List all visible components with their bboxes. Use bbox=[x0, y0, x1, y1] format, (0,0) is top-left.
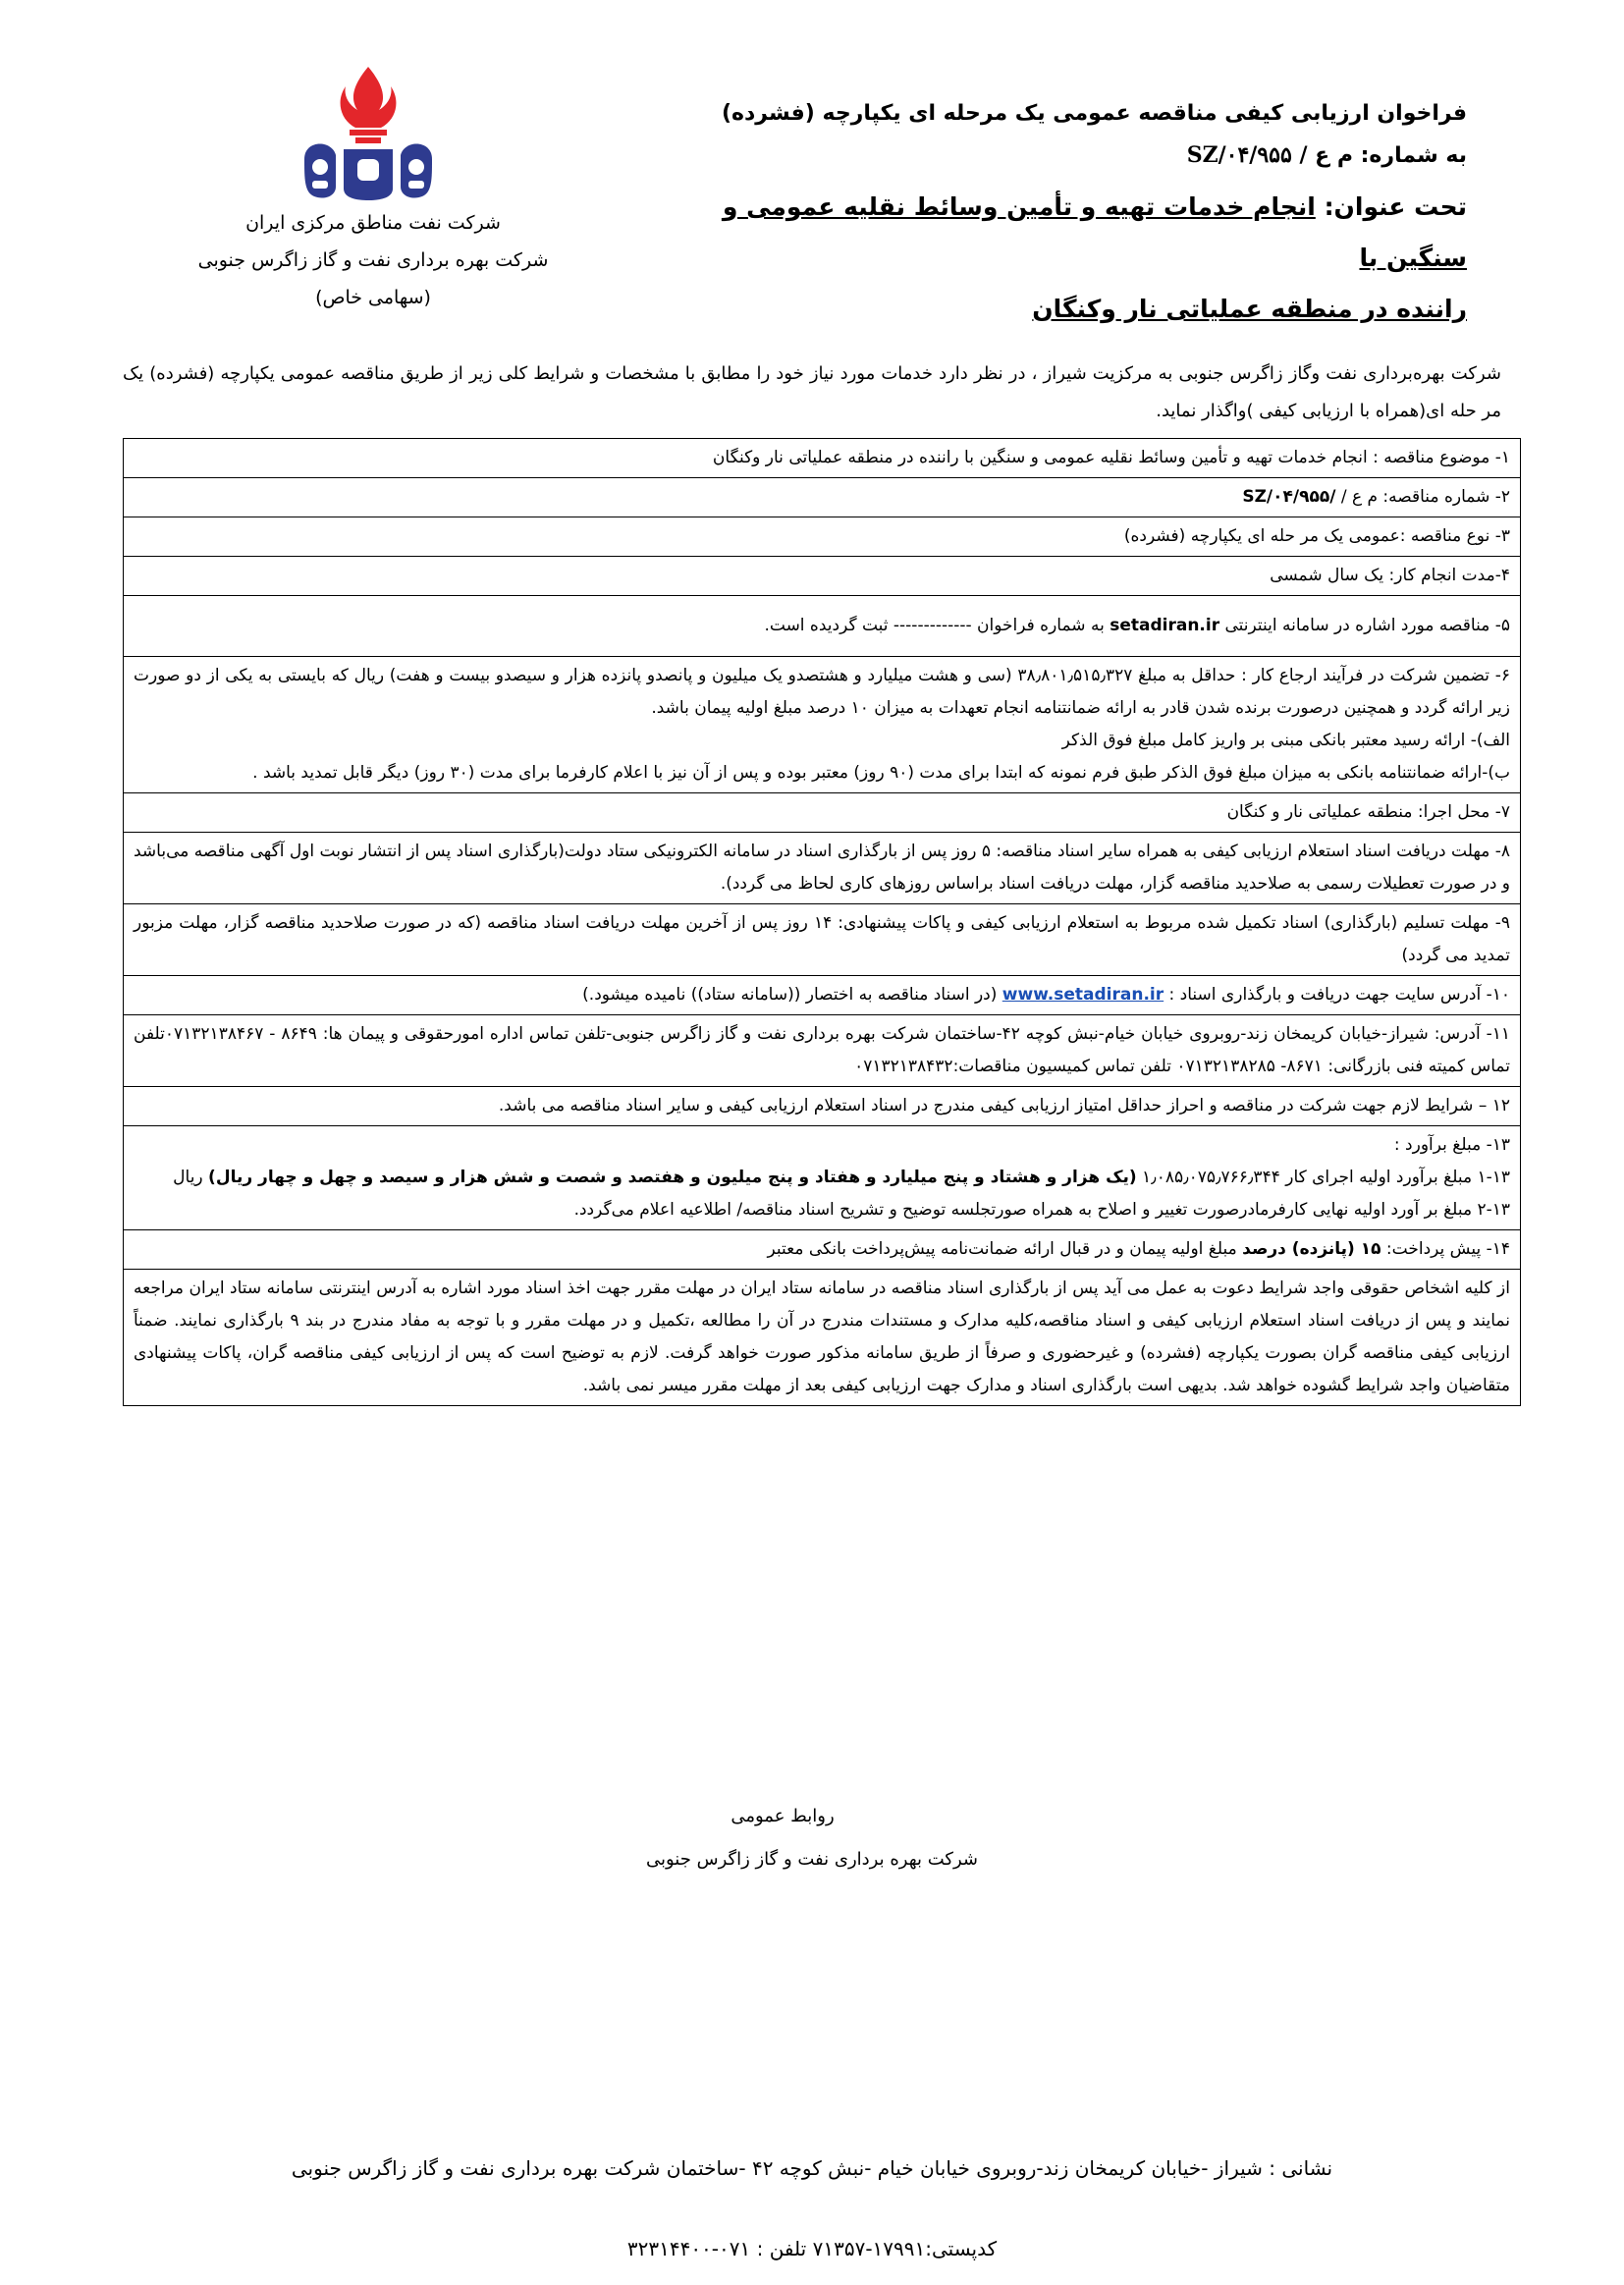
term-text: ۵- مناقصه مورد اشاره در سامانه اینترنتی bbox=[1224, 616, 1510, 635]
flame-refinery-logo-icon bbox=[285, 61, 452, 208]
term-text: ۱-۱۳ مبلغ برآورد اولیه اجرای کار ۱٫۰۸۵٫۰۷۵٫۷۶۶٫۳۴۴ bbox=[1142, 1168, 1510, 1187]
term-text: ۱۰- آدرس سایت جهت دریافت و بارگذاری اسناد : bbox=[1168, 985, 1510, 1005]
term-text: ۸- مهلت دریافت اسناد استعلام ارزیابی کیفی به همراه سایر اسناد مناقصه: ۵ روز پس از بارگذاری اسناد در سامانه الکترونیکی ستاد دولت(بارگذاری اسناد پس از انتشار نوبت اول آگهی مناقصه می‌باشد و در صورت تعطیلات رسمی به صلاحدید مناقصه گزار، مهلت دریافت اسناد براساس روزهای کاری لحاظ می گردد). bbox=[134, 842, 1511, 894]
company-line-2: شرکت بهره برداری نفت و گاز زاگرس جنوبی bbox=[197, 249, 549, 271]
tender-subject bbox=[662, 182, 1467, 335]
term-row-7 bbox=[124, 793, 1520, 833]
term-row-5 bbox=[124, 596, 1520, 657]
term-row-14 bbox=[124, 1230, 1520, 1270]
term-row-9 bbox=[124, 904, 1520, 976]
tender-number bbox=[662, 137, 1467, 174]
setadiran-link[interactable]: www.setadiran.ir bbox=[1001, 985, 1164, 1005]
term-13-1 bbox=[134, 1162, 1510, 1194]
term-row-3 bbox=[124, 517, 1520, 557]
term-row-13 bbox=[124, 1126, 1520, 1230]
signature-line-2: شرکت بهره برداری نفت و گاز زاگرس جنوبی bbox=[646, 1849, 978, 1870]
terms-table bbox=[123, 438, 1521, 1406]
company-block bbox=[157, 204, 589, 316]
term-row-8 bbox=[124, 833, 1520, 904]
tender-number-value: SZ/۰۴/۹۵۵ bbox=[1186, 142, 1292, 168]
term-text: از کلیه اشخاص حقوقی واجد شرایط دعوت به عمل می آید پس از بارگذاری اسناد مناقصه در سامانه ستاد ایران در مهلت مقرر جهت اخذ اسناد مورد اشاره به آدرس اینترنتی سامانه ستاد ایران مراجعه نمایند و پس از دریافت اسناد استعلام ارزیابی کیفی و اسناد مناقصه،کلیه مدارک و مستندات مندرج در آن را مطالعه ،تکمیل و در مهلت مقرر و با توجه به مفاد مندرج در بند ۹ بارگذاری نمایند. ضمناً ارزیابی کیفی مناقصه گران بصورت یکپارچه (فشرده) و غیرحضوری و صرفاً از طریق سامانه مذکور صورت خواهد گرفت. لازم به توضیح است که پس از ارزیابی کیفی مناقصه گران، پاکات پیشنهادی متقاضیان واجد شرایط گشوده خواهد شد. بدیهی است بارگذاری اسناد و مدارک جهت ارزیابی کیفی بعد از مهلت مقرر میسر نمی باشد. bbox=[134, 1279, 1510, 1395]
term-text: ریال bbox=[173, 1168, 203, 1187]
term-text: ۷- محل اجرا: منطقه عملیاتی نار و کنگان bbox=[1226, 802, 1510, 822]
term-text: ۱- موضوع مناقصه : انجام خدمات تهیه و تأمین وسائط نقلیه عمومی و سنگین با راننده در منطقه عملیاتی نار وکنگان bbox=[712, 448, 1510, 467]
term-text: ۱۱- آدرس: شیراز-خیابان کریمخان زند-روبروی خیابان خیام-نبش کوچه ۴۲-ساختمان شرکت بهره برداری نفت و گاز زاگرس جنوبی-تلفن تماس اداره امورحقوقی و پیمان ها: ۸۶۴۹ - ۰۷۱۳۲۱۳۸۴۶۷تلفن تماس کمیته فنی بازرگانی: ۸۶۷۱- ۰۷۱۳۲۱۳۸۲۸۵ تلفن تماس کمیسیون مناقصات:۰۷۱۳۲۱۳۸۴۳۲ bbox=[134, 1024, 1510, 1076]
term-text-bold: ۱۵ (پانزده) درصد bbox=[1242, 1239, 1381, 1259]
term-row-6 bbox=[124, 657, 1520, 793]
tender-number-label: به شماره: م ع / bbox=[1299, 143, 1467, 168]
term-value: SZ/۰۴/۹۵۵/ bbox=[1242, 487, 1336, 507]
term-text: ۱۴- پیش پرداخت: bbox=[1385, 1239, 1510, 1259]
term-text: ۹- مهلت تسلیم (بارگذاری) اسناد تکمیل شده مربوط به استعلام ارزیابی کیفی و پاکات پیشنهادی: ۱۴ روز پس از آخرین مهلت دریافت اسناد مناقصه (که در صورت صلاحدید مناقصه گزار، مهلت مزبور تمدید می گردد) bbox=[134, 913, 1510, 965]
term-row-10 bbox=[124, 976, 1520, 1015]
term-row-11 bbox=[124, 1015, 1520, 1087]
subject-line-1: انجام خدمات تهیه و تأمین وسائط نقلیه عمومی و سنگین با bbox=[722, 192, 1467, 272]
term-row-4 bbox=[124, 557, 1520, 596]
setadiran-site-text: setadiran.ir bbox=[1110, 616, 1220, 635]
subject-label: تحت عنوان: bbox=[1324, 192, 1467, 221]
term-text: به شماره فراخوان ------------- ثبت گردیده است. bbox=[764, 616, 1105, 635]
term-text: ۶- تضمین شرکت در فرآیند ارجاع کار : حداقل به مبلغ ۳۸٫۸۰۱٫۵۱۵٫۳۲۷ (سی و هشت میلیارد و هشتصدو یک میلیون و پانصدو پانزده هزار و سیصدو بیست و هفت) ریال که بایستی به یکی از دو صورت زیر ارائه گردد و همچنین درصورت برنده شدن قادر به ارائه ضمانتنامه انجام تعهدات به میزان ۱۰ درصد مبلغ اولیه پیمان باشد. bbox=[134, 666, 1510, 718]
term-row-15 bbox=[124, 1270, 1520, 1405]
document-header bbox=[662, 98, 1467, 335]
subject-line-2: راننده در منطقه عملیاتی نار وکنگان bbox=[1032, 295, 1467, 323]
term-row-2 bbox=[124, 478, 1520, 517]
term-text-bold: (یک هزار و هشتاد و پنج میلیارد و هفتاد و پنج میلیون و هفتصد و شصت و شش هزار و سیصد و چهل و چهار ریال) bbox=[208, 1168, 1137, 1187]
term-text: ۴-مدت انجام کار: یک سال شمسی bbox=[1270, 566, 1510, 585]
footer-contact: کدپستی:۱۷۹۹۱-۷۱۳۵۷ تلفن : ۰۷۱-۳۲۳۱۴۴۰۰ bbox=[626, 2237, 998, 2260]
company-line-3: (سهامی خاص) bbox=[315, 287, 431, 308]
term-row-1 bbox=[124, 439, 1520, 478]
term-text: ب)-ارائه ضمانتنامه بانکی به میزان مبلغ فوق الذکر طبق فرم نمونه که ابتدا برای مدت (۹۰ روز) معتبر بوده و پس از آن نیز با اعلام کارفرما برای مدت (۳۰ روز) دیگر قابل تمدید باشد . bbox=[252, 763, 1510, 783]
document-title: فراخوان ارزیابی کیفی مناقصه عمومی یک مرحله ای یکپارچه (فشرده) bbox=[721, 101, 1467, 126]
term-row-12 bbox=[124, 1087, 1520, 1126]
footer-address: نشانی : شیراز -خیابان کریمخان زند-روبروی خیابان خیام -نبش کوچه ۴۲ -ساختمان شرکت بهره برداری نفت و گاز زاگرس جنوبی bbox=[291, 2156, 1333, 2180]
term-text: ۲-۱۳ مبلغ بر آورد اولیه نهایی کارفرمادرصورت تغییر و اصلاح به همراه صورتجلسه توضیح و تشریح اسناد مناقصه/ اطلاعیه اعلام می‌گردد. bbox=[573, 1200, 1510, 1220]
signature-line-1: روابط عمومی bbox=[731, 1806, 835, 1826]
term-text: مبلغ اولیه پیمان و در قبال ارائه ضمانت‌نامه پیش‌پرداخت بانکی معتبر bbox=[767, 1239, 1237, 1259]
term-text: ۳- نوع مناقصه :عمومی یک مر حله ای یکپارچه (فشرده) bbox=[1123, 526, 1510, 546]
signature-block bbox=[0, 1795, 1624, 1881]
company-line-1: شرکت نفت مناطق مرکزی ایران bbox=[245, 212, 501, 234]
term-text: الف)- ارائه رسید معتبر بانکی مبنی بر واریز کامل مبلغ فوق الذکر bbox=[1061, 731, 1510, 750]
intro-paragraph: شرکت بهره‌برداری نفت وگاز زاگرس جنوبی به مرکزیت شیراز ، در نظر دارد خدمات مورد نیاز خود را مطابق با مشخصات و شرایط کلی زیر از طریق مناقصه عمومی یکپارچه (فشرده) یک مر حله ای(همراه با ارزیابی کیفی )واگذار نماید. bbox=[123, 363, 1501, 421]
company-logo bbox=[285, 61, 452, 208]
term-text: ۱۳- مبلغ برآورد : bbox=[1393, 1135, 1510, 1155]
term-text: (در اسناد مناقصه به اختصار ((سامانه ستاد)) نامیده میشود.) bbox=[582, 985, 998, 1005]
term-text: ۱۲ – شرایط لازم جهت شرکت در مناقصه و احراز حداقل امتیاز ارزیابی کیفی مندرج در اسناد استعلام ارزیابی کیفی و سایر اسناد مناقصه می باشد. bbox=[498, 1096, 1510, 1115]
term-label: ۲- شماره مناقصه: م ع / bbox=[1340, 487, 1510, 507]
